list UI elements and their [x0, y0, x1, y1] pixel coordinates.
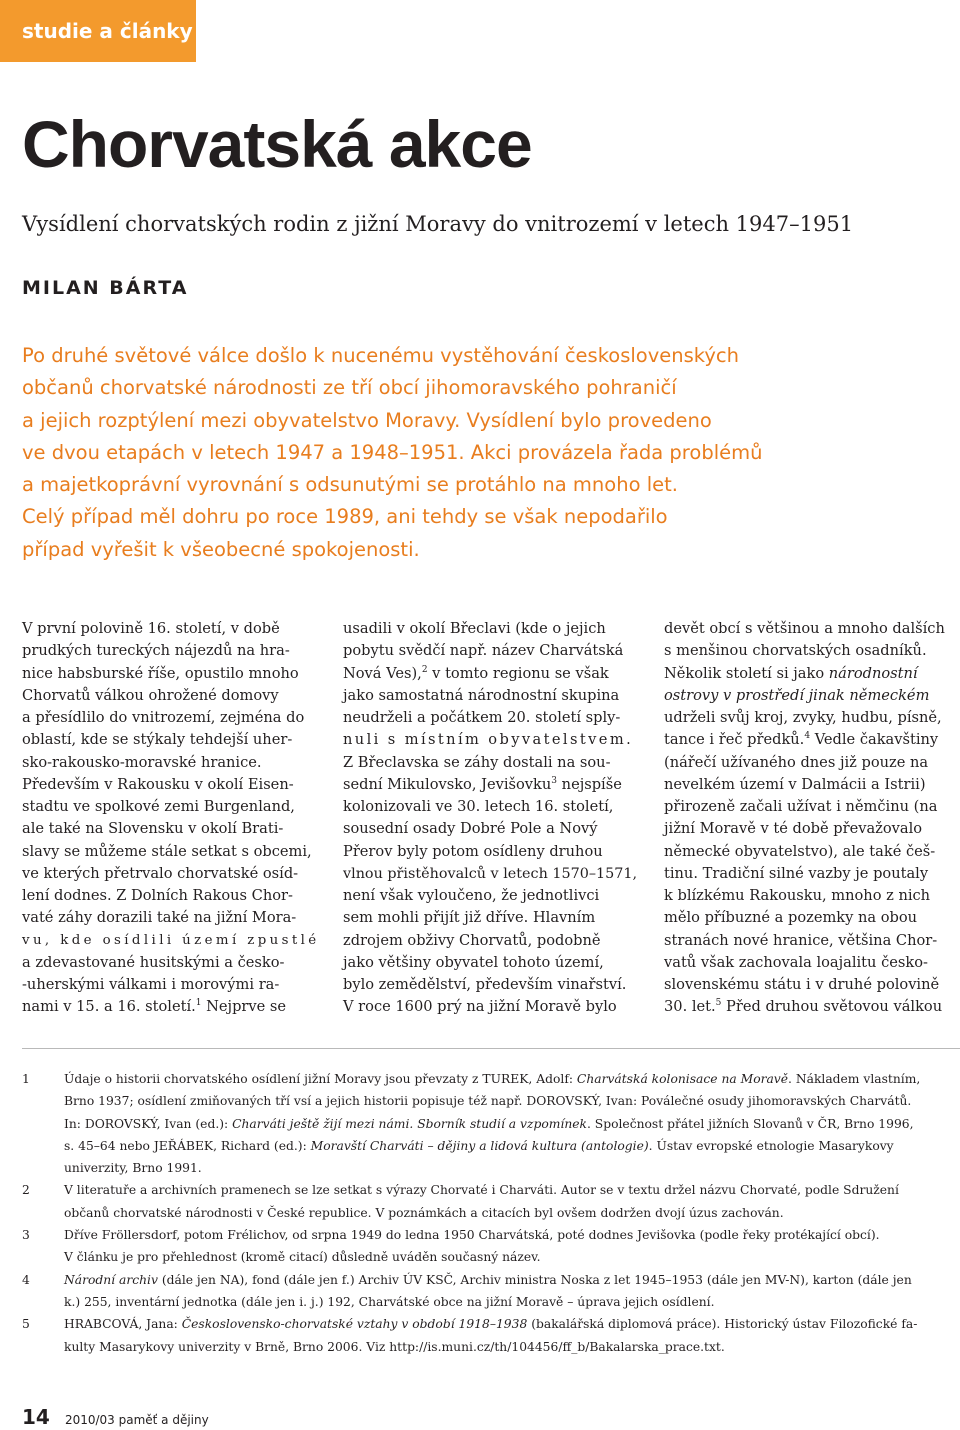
body-line: V roce 1600 prý na jižní Moravě bylo	[343, 998, 617, 1016]
body-line: nice habsburské říše, opustilo mnoho	[22, 664, 299, 682]
body-line: sem mohli přijít již dříve. Hlavním	[343, 909, 596, 927]
lead-paragraph	[22, 340, 822, 566]
footnote-text-italic: Charváti ještě žijí mezi námi. Sborník studií a vzpomínek	[232, 1116, 587, 1131]
body-line: nevelkém území v Dalmácii a Istrii)	[664, 775, 926, 793]
footnote-line: kulty Masarykovy univerzity v Brně, Brno 2006. Viz http://is.muni.cz/th/104456/ff_b/Bakalarska_prace.txt.	[64, 1339, 725, 1354]
footnote-line: Dříve Fröllersdorf, potom Frélichov, od srpna 1949 do ledna 1950 Charvátská, poté dodnes Jevišovka (podle řeky protékající obcí).	[64, 1228, 880, 1243]
body-line: vu, kde osídlili území zpustlé	[22, 932, 320, 948]
article-subtitle: Vysídlení chorvatských rodin z jižní Moravy do vnitrozemí v letech 1947–1951	[22, 212, 854, 236]
footnote-line	[64, 1313, 960, 1335]
body-line	[343, 774, 641, 796]
body-line: mělo příbuzné a pozemky na obou	[664, 909, 918, 927]
lead-line: případ vyřešit k všeobecné spokojenosti.	[22, 537, 420, 561]
body-line: vlnou přistěhovalců v letech 1570–1571,	[343, 865, 638, 882]
section-tag: studie a články	[0, 0, 196, 62]
body-line: (nářečí užívaného dnes již pouze na	[664, 753, 929, 771]
footnote-number: 2	[22, 1183, 30, 1198]
body-text: 30. let.	[664, 998, 716, 1016]
magazine-issue: 2010/03 paměť a dějiny	[64, 1413, 209, 1427]
body-line: udrželi svůj kroj, zvyky, hudbu, písně,	[664, 709, 942, 726]
body-line: sko-rakousko-moravské hranice.	[22, 753, 262, 771]
body-line: nuli s místním obyvatelstvem.	[343, 731, 634, 749]
footnote-ref: 5	[715, 998, 722, 1009]
footnote-line: Brno 1937; osídlení zmiňovaných tří vsí a jejich historii popisuje též např. DOROVSKÝ, Ivan: Poválečné osudy jihomoravských Charvátů.	[64, 1094, 912, 1109]
body-line: devět obcí s většinou a mnoho dalších	[664, 620, 945, 637]
body-line	[22, 996, 320, 1018]
footnote-text: . Ústav evropské etnologie Masarykovy	[648, 1138, 894, 1153]
body-column-1	[22, 618, 320, 1019]
article-title: Chorvatská akce	[22, 107, 532, 181]
footnote-number: 1	[22, 1072, 30, 1086]
footnote-text: (bakalářská diplomová práce). Historický ústav Filozofické fa-	[527, 1317, 918, 1332]
footnote	[22, 1313, 960, 1358]
footnote	[22, 1179, 960, 1224]
body-line: není však vyloučeno, že jednotlivci	[343, 887, 600, 904]
lead-line: občanů chorvatské národnosti ze tří obcí jihomoravského pohraničí	[22, 376, 677, 400]
footnote-ref: 1	[195, 998, 202, 1009]
footnote-text-italic: Charvátská kolonisace na Moravě	[576, 1072, 789, 1086]
body-line: a přesídlilo do vnitrozemí, zejména do	[22, 709, 305, 726]
body-text: v tomto regionu se však	[427, 664, 609, 682]
body-text: nejspíše	[557, 775, 622, 793]
footnote	[22, 1224, 960, 1269]
body-text: sední Mikulovsko, Jevišovku	[343, 775, 552, 793]
lead-line: Celý případ měl dohru po roce 1989, ani tehdy se však nepodařilo	[22, 505, 668, 529]
footnote	[22, 1269, 960, 1314]
body-line: slavy se můžeme stále setkat s obcemi,	[22, 842, 312, 860]
page-number: 14	[22, 1405, 50, 1429]
body-line	[664, 729, 960, 751]
footnote-line	[64, 1135, 960, 1157]
footnote-line: V článku je pro přehlednost (kromě citací) důsledně uváděn současný název.	[64, 1250, 541, 1265]
body-line: Chorvatů válkou ohrožené domovy	[22, 686, 279, 704]
body-line: neudrželi a počátkem 20. století sply-	[343, 709, 621, 726]
body-line: bylo zemědělství, především vinařství.	[343, 976, 627, 993]
footnote-ref: 4	[804, 731, 811, 742]
body-line: sousední osady Dobré Pole a Nový	[343, 820, 598, 838]
body-line: lení dodnes. Z Dolních Rakous Chor-	[22, 887, 293, 904]
lead-line: Po druhé světové válce došlo k nucenému vystěhování československých	[22, 344, 740, 367]
body-column-2	[343, 618, 641, 1019]
body-line: stranách nové hranice, většina Chor-	[664, 931, 938, 949]
body-line: usadili v okolí Břeclavi (kde o jejich	[343, 620, 606, 637]
body-text: Nová Ves),	[343, 664, 422, 682]
body-line: oblastí, kde se stýkaly tehdejší uher-	[22, 731, 293, 749]
body-line: jako samostatná národnostní skupina	[343, 686, 620, 704]
body-line: a zdevastované husitskými a česko-	[22, 953, 285, 971]
body-line: stadtu ve spolkové zemi Burgenland,	[22, 798, 295, 815]
body-line: slovenskému státu i v druhé polovině	[664, 976, 940, 993]
body-line: Z Břeclavska se záhy dostali na sou-	[343, 753, 611, 771]
lead-line: ve dvou etapách v letech 1947 a 1948–1951. Akci provázela řada problémů	[22, 440, 763, 464]
footnote-text: . Společnost přátel jižních Slovanů v ČR, Brno 1996,	[586, 1116, 914, 1131]
footnote-ref: 3	[551, 775, 558, 786]
body-line: k blízkému Rakousku, mnoho z nich	[664, 887, 931, 904]
body-text: nami v 15. a 16. století.	[22, 998, 196, 1016]
body-line: Především v Rakousku v okolí Eisen-	[22, 775, 294, 793]
body-line: přirozeně začali užívat i němčinu (na	[664, 798, 938, 815]
body-text: tance i řeč předků.	[664, 731, 805, 749]
footnote-divider	[22, 1048, 960, 1049]
footnote-line	[64, 1113, 960, 1135]
body-line: jako většiny obyvatel tohoto území,	[343, 953, 604, 971]
footnote-text: Údaje o historii chorvatského osídlení jižní Moravy jsou převzaty z TUREK, Adolf:	[64, 1072, 577, 1086]
body-line: ve kterých přetrvalo chorvatské osíd-	[22, 864, 299, 882]
body-text: Vedle čakavštiny	[810, 731, 939, 749]
body-line	[664, 685, 960, 707]
body-text-italic: národnostní	[828, 664, 918, 682]
footnote-number: 3	[22, 1228, 30, 1243]
footnote-line: V literatuře a archivních pramenech se lze setkat s výrazy Chorvaté i Charváti. Autor se v textu držel názvu Chorvaté, podle Sdružení	[64, 1183, 899, 1198]
footnote-line	[64, 1269, 960, 1291]
footnote-text: (dále jen NA), fond (dále jen f.) Archiv ÚV KSČ, Archiv ministra Noska z let 1945–1953 (dále jen MV-N), karton (dále jen	[157, 1272, 912, 1287]
footnotes	[22, 1068, 960, 1358]
body-line: jižní Moravě v té době převažovalo	[664, 820, 923, 838]
footnote-text-italic: Moravští Charváti – dějiny a lidová kultura (antologie)	[310, 1138, 649, 1153]
footnote-text: HRABCOVÁ, Jana:	[64, 1317, 182, 1332]
footnote-text: s. 45–64 nebo JEŘÁBEK, Richard (ed.):	[64, 1138, 311, 1153]
footnote-text-italic: Národní archiv	[64, 1272, 158, 1287]
lead-line: a jejich rozptýlení mezi obyvatelstvo Moravy. Vysídlení bylo provedeno	[22, 408, 712, 432]
body-line: prudkých tureckých nájezdů na hra-	[22, 642, 290, 660]
footnote	[22, 1068, 960, 1179]
footnote-text: In: DOROVSKÝ, Ivan (ed.):	[64, 1116, 233, 1131]
body-column-3	[664, 618, 960, 1019]
body-line: vatů však zachovala loajalitu česko-	[664, 953, 928, 971]
lead-line: a majetkoprávní vyrovnání s odsunutými se protáhlo na mnoho let.	[22, 473, 678, 497]
author-name: MILAN BÁRTA	[22, 277, 189, 299]
footnote-line: k.) 255, inventární jednotka (dále jen i. j.) 192, Charvátské obce na jižní Moravě – úprava jejich osídlení.	[64, 1294, 715, 1309]
body-line: tinu. Tradiční silné vazby je poutaly	[664, 864, 929, 882]
footnote-text: . Nákladem vlastním,	[788, 1072, 921, 1086]
footnote-text-italic: Československo-chorvatské vztahy v období 1918–1938	[181, 1317, 528, 1332]
body-line: pobytu svědčí např. název Charvátská	[343, 642, 624, 660]
footnote-number: 4	[22, 1272, 30, 1287]
page-footer	[22, 1405, 209, 1429]
footnote-line: občanů chorvatské národnosti v České republice. V poznámkách a citacích byl ovšem dodržen dvojí úzus zachován.	[64, 1205, 784, 1220]
body-line: -uherskými válkami i morovými ra-	[22, 976, 280, 993]
footnote-line: univerzity, Brno 1991.	[64, 1161, 202, 1176]
body-line: Přerov byly potom osídleny druhou	[343, 842, 603, 860]
body-line: s menšinou chorvatských osadníků.	[664, 642, 927, 660]
body-line	[343, 663, 641, 685]
footnote-line	[64, 1068, 960, 1090]
body-text: Několik století si jako	[664, 664, 829, 682]
body-line: V první polovině 16. století, v době	[22, 620, 280, 637]
body-text: Nejprve se	[201, 998, 287, 1016]
body-line: vaté záhy dorazili také na jižní Mora-	[22, 909, 297, 927]
body-line: kolonizovali ve 30. letech 16. století,	[343, 798, 614, 815]
body-text-italic: ostrovy v prostředí jinak německém	[664, 686, 930, 704]
body-text: Před druhou světovou válkou	[721, 998, 943, 1016]
footnote-number: 5	[22, 1317, 30, 1332]
body-line	[664, 996, 960, 1018]
body-line: ale také na Slovensku v okolí Brati-	[22, 820, 284, 838]
body-line: německé obyvatelstvo), ale také češ-	[664, 842, 936, 860]
body-line: zdrojem obživy Chorvatů, podobně	[343, 931, 601, 949]
footnote-ref: 2	[421, 664, 428, 675]
body-line	[664, 663, 960, 685]
